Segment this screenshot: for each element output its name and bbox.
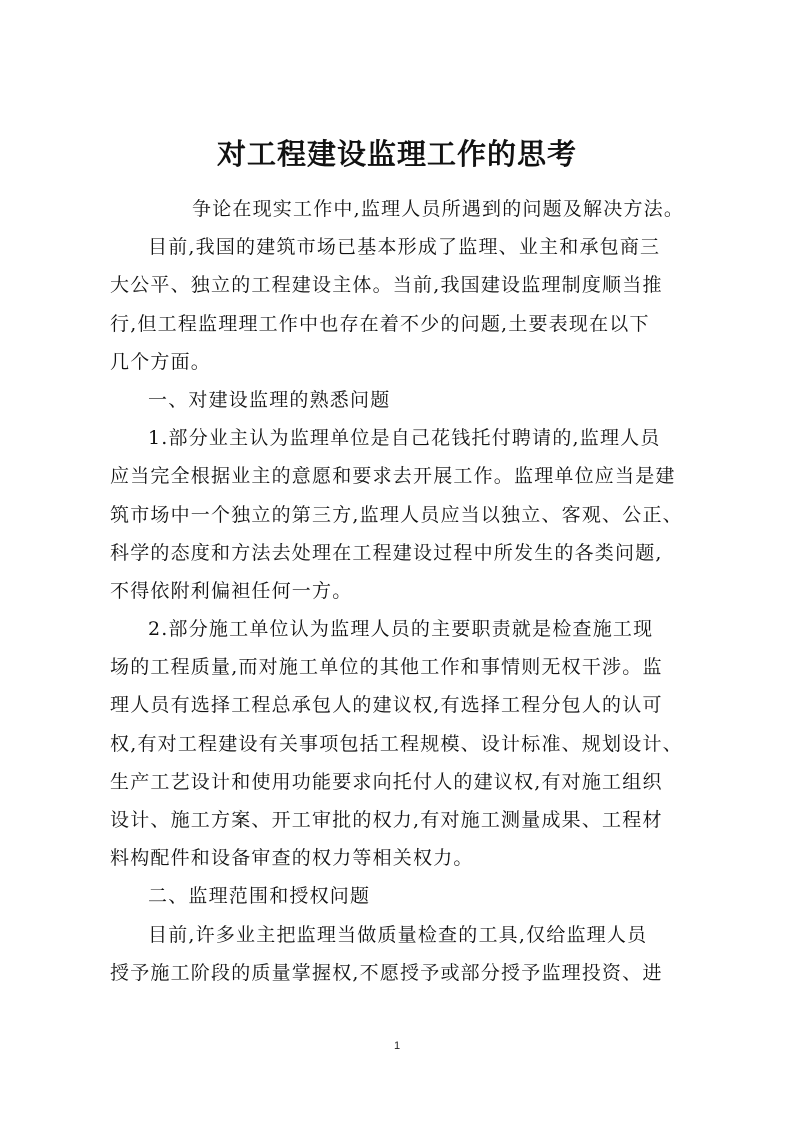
paragraph-line: 科学的态度和方法去处理在工程建设过程中所发生的各类问题, bbox=[110, 541, 663, 564]
paragraph-line: 生产工艺设计和使用功能要求向托付人的建议权,有对施工组织 bbox=[110, 770, 663, 793]
section-heading: 一、对建设监理的熟悉问题 bbox=[148, 388, 391, 411]
page-number: 1 bbox=[393, 1040, 401, 1052]
paragraph-line: 不得依附利偏袒任何一方。 bbox=[110, 579, 353, 602]
paragraph-line: 大公平、独立的工程建设主体。当前,我国建设监理制度顺当推 bbox=[110, 274, 663, 297]
paragraph-line: 授予施工阶段的质量掌握权,不愿授予或部分授予监理投资、进 bbox=[110, 961, 663, 984]
paragraph-line: 场的工程质量,而对施工单位的其他工作和事情则无权干涉。监 bbox=[110, 656, 663, 679]
paragraph-line: 料构配件和设备审查的权力等相关权力。 bbox=[110, 847, 474, 870]
paragraph-line: 设计、施工方案、开工审批的权力,有对施工测量成果、工程材 bbox=[110, 809, 663, 831]
paragraph-line: 目前,许多业主把监理当做质量检查的工具,仅给监理人员 bbox=[148, 923, 648, 946]
paragraph-line: 理人员有选择工程总承包人的建议权,有选择工程分包人的认可 bbox=[110, 694, 663, 717]
paragraph-line: 权,有对工程建设有关事项包括工程规模、设计标准、规划设计、 bbox=[110, 732, 683, 755]
paragraph-line: 2.部分施工单位认为监理人员的主要职责就是检查施工现 bbox=[148, 618, 654, 641]
paragraph-line: 行,但工程监理理工作中也存在着不少的问题,土要表现在以下 bbox=[110, 312, 650, 335]
paragraph-line: 目前,我国的建筑市场已基本形成了监理、业主和承包商三 bbox=[148, 236, 661, 259]
document-body bbox=[110, 190, 710, 992]
paragraph-line: 筑市场中一个独立的第三方,监理人员应当以独立、客观、公正、 bbox=[110, 503, 683, 526]
paragraph-line: 应当完全根据业主的意愿和要求去开展工作。监理单位应当是建 bbox=[110, 465, 676, 488]
section-heading: 二、监理范围和授权问题 bbox=[148, 885, 371, 908]
paragraph-line: 1.部分业主认为监理单位是自己花钱托付聘请的,监理人员 bbox=[148, 427, 661, 450]
document-title: 对工程建设监理工作的思考 bbox=[216, 137, 577, 171]
subtitle-line: 争论在现实工作中,监理人员所遇到的问题及解决方法。 bbox=[192, 198, 685, 220]
paragraph-line: 几个方面。 bbox=[110, 350, 212, 373]
